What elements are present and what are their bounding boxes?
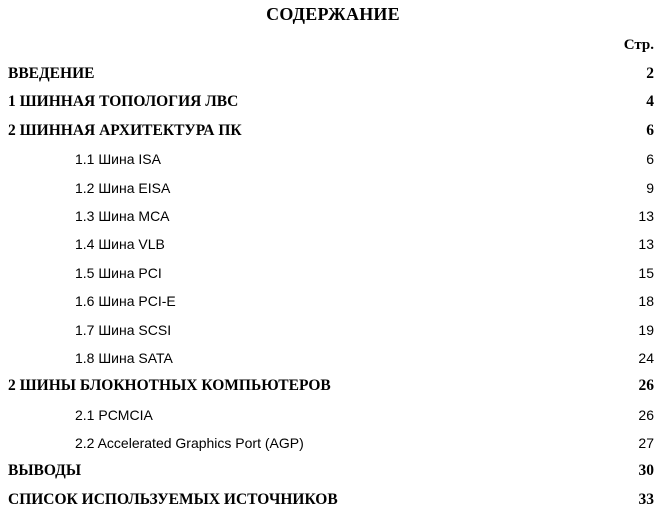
toc-subentry bbox=[0, 287, 666, 315]
toc-subentry bbox=[0, 145, 666, 173]
toc-entry-label: 2 ШИНЫ БЛОКНОТНЫХ КОМПЬЮТЕРОВ bbox=[8, 377, 331, 395]
toc-subentry bbox=[0, 174, 666, 202]
toc-subentry-page: 13 bbox=[638, 207, 654, 224]
toc-subentry-label: 1.6 Шина PCI-E bbox=[75, 293, 176, 310]
toc-subentry-label: 1.4 Шина VLB bbox=[75, 236, 165, 253]
toc-subentry bbox=[0, 429, 666, 457]
toc-subentry-label: 1.1 Шина ISA bbox=[75, 151, 161, 168]
toc-subentry-page: 18 bbox=[638, 293, 654, 310]
table-of-contents bbox=[0, 60, 666, 514]
toc-entry bbox=[0, 457, 666, 485]
toc-entry-page: 6 bbox=[646, 121, 654, 139]
toc-subentry bbox=[0, 230, 666, 258]
toc-entry-label: ВЫВОДЫ bbox=[8, 462, 82, 480]
toc-entry-page: 30 bbox=[638, 462, 654, 480]
toc-entry bbox=[0, 372, 666, 400]
toc-subentry-page: 24 bbox=[638, 349, 654, 366]
toc-subentry-label: 1.5 Шина PCI bbox=[75, 264, 162, 281]
toc-subentry-page: 9 bbox=[646, 179, 654, 196]
toc-subentry-page: 26 bbox=[638, 406, 654, 423]
toc-entry-label: 2 ШИННАЯ АРХИТЕКТУРА ПК bbox=[8, 121, 242, 139]
toc-subentry-page: 27 bbox=[638, 435, 654, 452]
toc-subentry-label: 1.3 Шина MCA bbox=[75, 207, 170, 224]
toc-entry bbox=[0, 117, 666, 145]
toc-subentry bbox=[0, 202, 666, 230]
toc-entry-page: 26 bbox=[638, 377, 654, 395]
toc-subentry-label: 2.2 Accelerated Graphics Port (AGP) bbox=[75, 435, 304, 452]
toc-subentry-label: 1.2 Шина EISA bbox=[75, 179, 171, 196]
toc-entry-label: ВВЕДЕНИЕ bbox=[8, 65, 95, 82]
toc-entry-page: 4 bbox=[646, 93, 654, 111]
toc-subentry-label: 1.8 Шина SATA bbox=[75, 349, 173, 366]
toc-entry-page: 2 bbox=[646, 65, 654, 82]
toc-entry bbox=[0, 486, 666, 514]
toc-entry-page: 33 bbox=[638, 490, 654, 508]
document-title: СОДЕРЖАНИЕ bbox=[266, 4, 400, 24]
toc-subentry-label: 1.7 Шина SCSI bbox=[75, 321, 172, 338]
toc-subentry-page: 6 bbox=[646, 151, 654, 168]
toc-subentry-label: 2.1 PCMCIA bbox=[75, 406, 153, 423]
toc-subentry bbox=[0, 344, 666, 372]
toc-subentry bbox=[0, 401, 666, 429]
toc-subentry-page: 13 bbox=[638, 236, 654, 253]
page-column-header: Стр. bbox=[623, 37, 654, 53]
toc-entry bbox=[0, 60, 666, 88]
toc-subentry bbox=[0, 316, 666, 344]
toc-entry-label: 1 ШИННАЯ ТОПОЛОГИЯ ЛВС bbox=[8, 93, 239, 111]
toc-subentry-page: 19 bbox=[638, 321, 654, 338]
toc-subentry-page: 15 bbox=[638, 264, 654, 281]
toc-entry-label: СПИСОК ИСПОЛЬЗУЕМЫХ ИСТОЧНИКОВ bbox=[8, 490, 338, 508]
toc-subentry bbox=[0, 259, 666, 287]
toc-entry bbox=[0, 88, 666, 116]
